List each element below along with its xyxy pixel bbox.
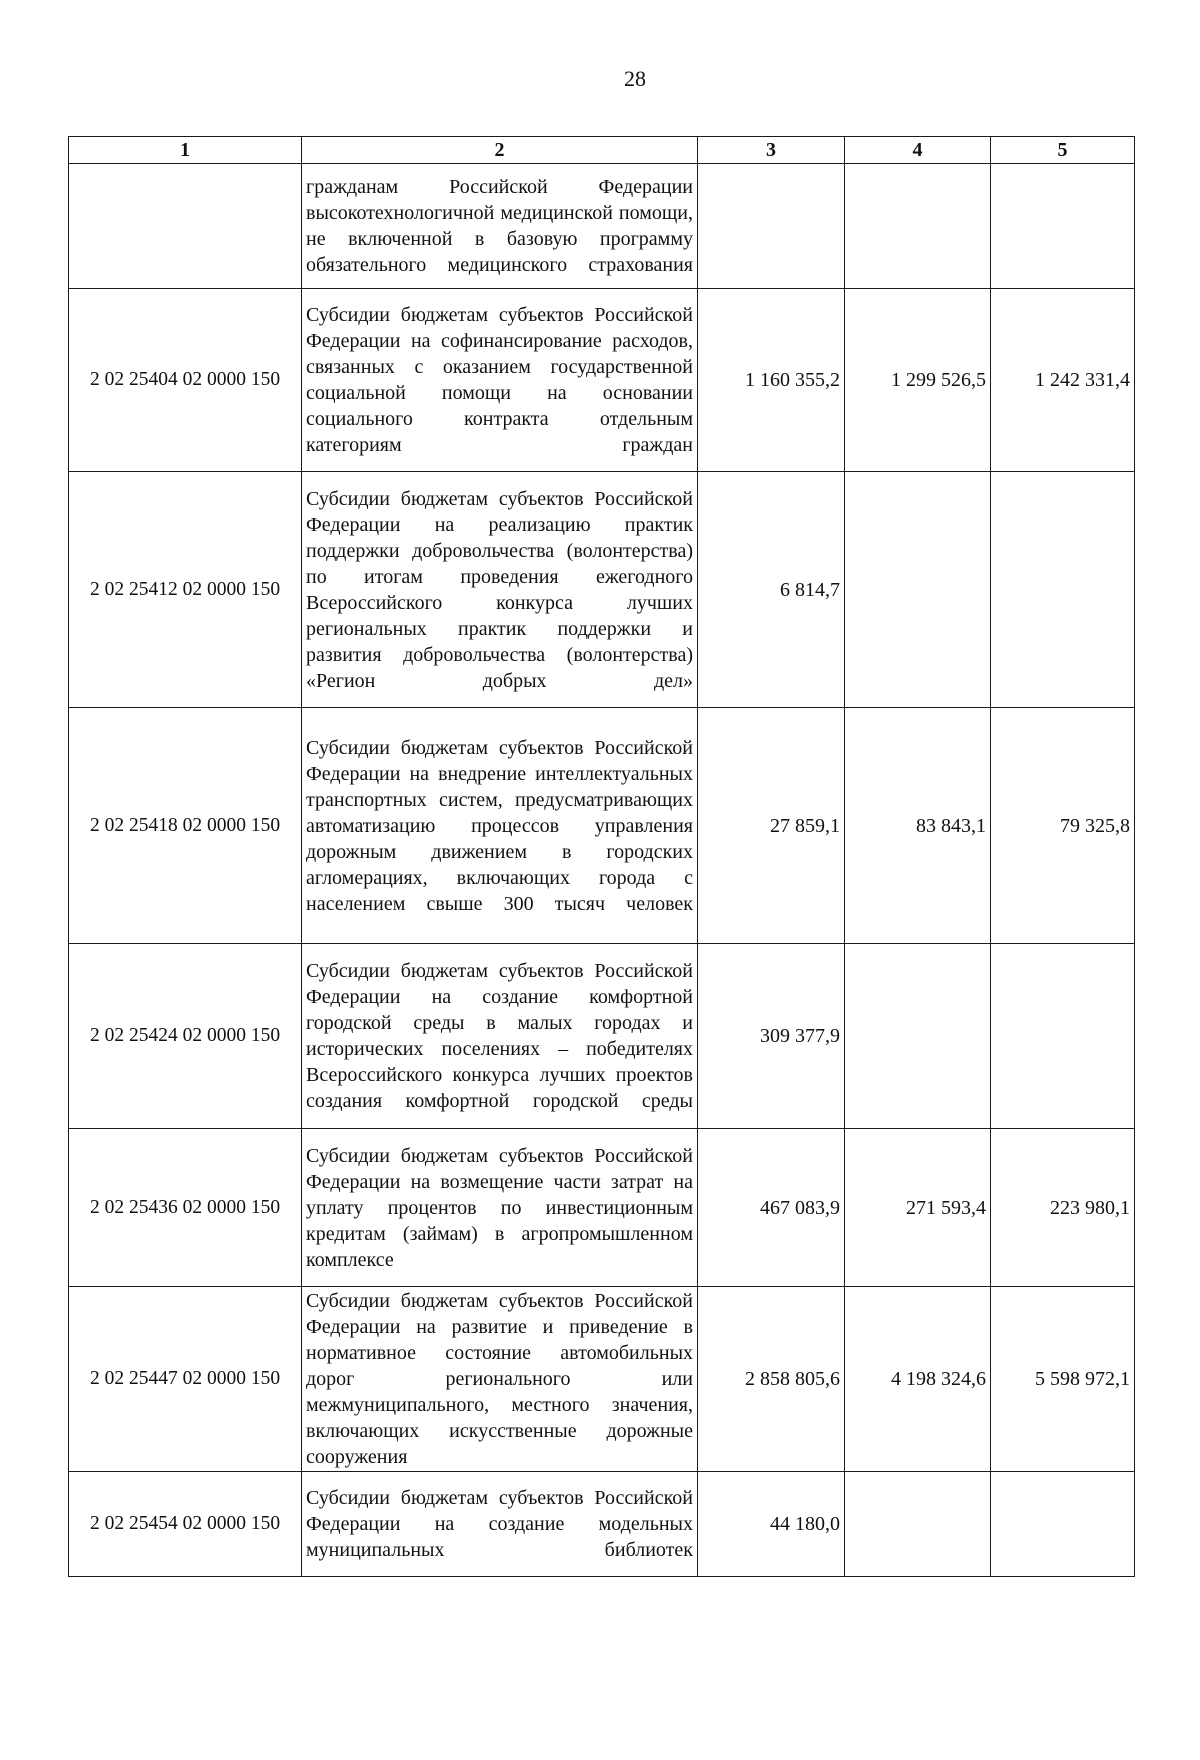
value-col-5	[991, 1472, 1135, 1577]
table-row	[69, 1287, 1135, 1472]
value-col-4: 83 843,1	[845, 708, 991, 944]
row-description: Субсидии бюджетам субъектов Российской Федерации на внедрение интеллектуальных транспортных систем, предусматривающих автоматизацию процессов управления дорожным движением в городских агломерациях, включающих города с населением свыше 300 тысяч человек	[302, 708, 698, 944]
budget-table	[68, 136, 1135, 1577]
header-col-5: 5	[991, 137, 1135, 164]
value-col-5	[991, 944, 1135, 1129]
value-col-5: 223 980,1	[991, 1129, 1135, 1287]
value-col-3: 6 814,7	[698, 472, 845, 708]
value-col-3: 2 858 805,6	[698, 1287, 845, 1472]
row-description: Субсидии бюджетам субъектов Российской Федерации на создание модельных муниципальных библиотек	[302, 1472, 698, 1577]
budget-code: 2 02 25412 02 0000 150	[69, 472, 302, 708]
table-row	[69, 472, 1135, 708]
header-col-3: 3	[698, 137, 845, 164]
row-description: Субсидии бюджетам субъектов Российской Федерации на реализацию практик поддержки добровольчества (волонтерства) по итогам проведения ежегодного Всероссийского конкурса лучших региональных практик поддержки и развития добровольчества (волонтерства) «Регион добрых дел»	[302, 472, 698, 708]
budget-code: 2 02 25454 02 0000 150	[69, 1472, 302, 1577]
table-row	[69, 289, 1135, 472]
budget-code: 2 02 25404 02 0000 150	[69, 289, 302, 472]
value-col-4: 271 593,4	[845, 1129, 991, 1287]
budget-code: 2 02 25436 02 0000 150	[69, 1129, 302, 1287]
value-col-5: 79 325,8	[991, 708, 1135, 944]
row-description: Субсидии бюджетам субъектов Российской Федерации на развитие и приведение в нормативное состояние автомобильных дорог регионального или межмуниципального, местного значения, включающих искусственные дорожные сооружения	[302, 1287, 698, 1472]
value-col-4: 1 299 526,5	[845, 289, 991, 472]
table-row	[69, 708, 1135, 944]
value-col-3	[698, 164, 845, 289]
budget-code: 2 02 25447 02 0000 150	[69, 1287, 302, 1472]
value-col-4	[845, 472, 991, 708]
value-col-3: 309 377,9	[698, 944, 845, 1129]
value-col-4: 4 198 324,6	[845, 1287, 991, 1472]
value-col-5: 5 598 972,1	[991, 1287, 1135, 1472]
table-row	[69, 944, 1135, 1129]
row-description: Субсидии бюджетам субъектов Российской Федерации на создание комфортной городской среды в малых городах и исторических поселениях – победителях Всероссийского конкурса лучших проектов создания комфортной городской среды	[302, 944, 698, 1129]
value-col-3: 27 859,1	[698, 708, 845, 944]
table-row	[69, 1472, 1135, 1577]
header-col-2: 2	[302, 137, 698, 164]
value-col-4	[845, 1472, 991, 1577]
budget-code	[69, 164, 302, 289]
table-row	[69, 1129, 1135, 1287]
value-col-5: 1 242 331,4	[991, 289, 1135, 472]
budget-code: 2 02 25418 02 0000 150	[69, 708, 302, 944]
value-col-3: 467 083,9	[698, 1129, 845, 1287]
row-description: Субсидии бюджетам субъектов Российской Федерации на софинансирование расходов, связанных с оказанием государственной социальной помощи на основании социального контракта отдельным категориям граждан	[302, 289, 698, 472]
header-col-4: 4	[845, 137, 991, 164]
row-description: гражданам Российской Федерации высокотехнологичной медицинской помощи, не включенной в базовую программу обязательного медицинского страхования	[302, 164, 698, 289]
value-col-3: 44 180,0	[698, 1472, 845, 1577]
header-row	[69, 137, 1135, 164]
value-col-3: 1 160 355,2	[698, 289, 845, 472]
value-col-5	[991, 472, 1135, 708]
value-col-5	[991, 164, 1135, 289]
value-col-4	[845, 164, 991, 289]
page-number: 28	[624, 66, 646, 91]
budget-code: 2 02 25424 02 0000 150	[69, 944, 302, 1129]
value-col-4	[845, 944, 991, 1129]
table-row	[69, 164, 1135, 289]
row-description: Субсидии бюджетам субъектов Российской Федерации на возмещение части затрат на уплату процентов по инвестиционным кредитам (займам) в агропромышленном комплексе	[302, 1129, 698, 1287]
header-col-1: 1	[69, 137, 302, 164]
